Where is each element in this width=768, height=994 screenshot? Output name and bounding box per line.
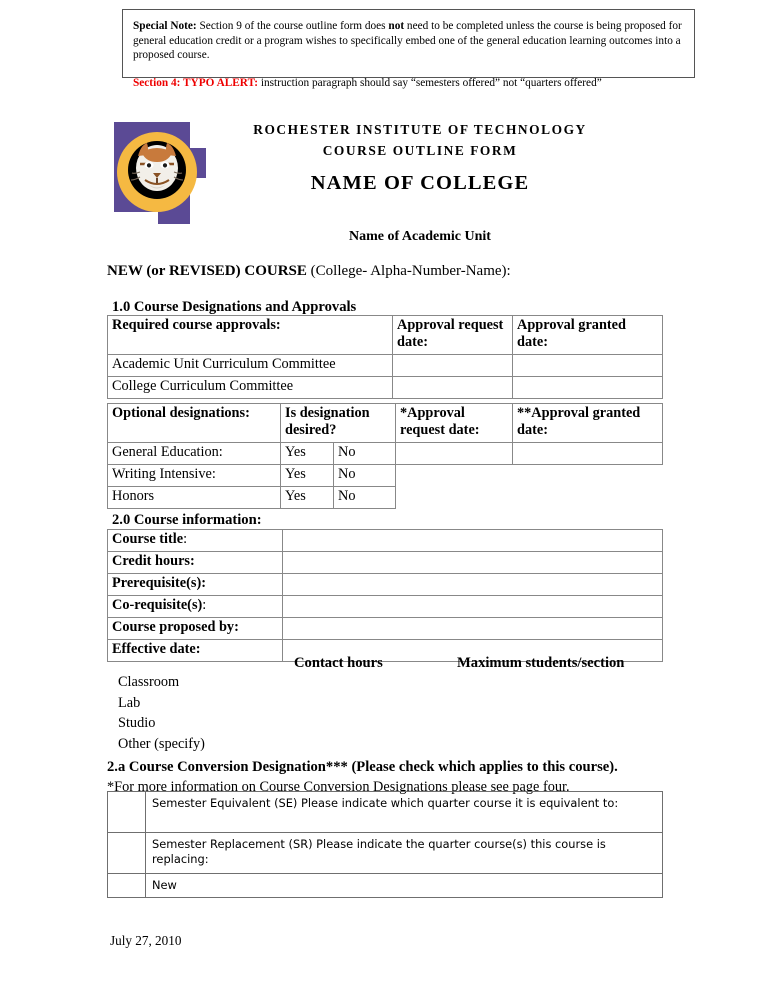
- course-info-label-text: Course title: [112, 531, 184, 547]
- course-info-value-proposed-by[interactable]: [283, 618, 663, 640]
- typo-alert-label: Section 4: TYPO ALERT:: [133, 77, 259, 90]
- table-row: [108, 833, 663, 874]
- new-course-plain-label: (College- Alpha-Number-Name):: [306, 263, 511, 279]
- academic-unit-heading: Name of Academic Unit: [349, 229, 491, 244]
- approvals-header-required: Required course approvals:: [108, 316, 393, 355]
- special-note-text-before: Section 9 of the course outline form does: [196, 20, 389, 32]
- conversion-label-new: New: [146, 874, 663, 898]
- institution-title-line1: ROCHESTER INSTITUTE OF TECHNOLOGY: [253, 122, 587, 137]
- conversion-checkbox-semester-replacement[interactable]: [108, 833, 146, 874]
- conversion-label-semester-equivalent: Semester Equivalent (SE) Please indicate which quarter course it is equivalent to:: [146, 792, 663, 833]
- required-approvals-table: [107, 315, 663, 399]
- typo-alert-text: instruction paragraph should say “semesters offered” not “quarters offered”: [258, 77, 602, 90]
- section-2a-subheading: *For more information on Course Conversion Designations please see page four.: [107, 779, 570, 795]
- table-header-row: [108, 404, 663, 443]
- optional-row-label-honors: Honors: [108, 486, 281, 508]
- special-note-box: [122, 9, 695, 90]
- approvals-row-label: College Curriculum Committee: [108, 376, 393, 398]
- contact-hours-row-lab: Lab: [118, 694, 141, 711]
- table-row: [108, 596, 663, 618]
- approvals-row-granted-date[interactable]: [513, 376, 663, 398]
- table-row: [108, 354, 663, 376]
- course-info-label-prerequisites: Prerequisite(s):: [108, 574, 283, 596]
- conversion-label-semester-replacement: Semester Replacement (SR) Please indicate the quarter course(s) this course is replacing:: [146, 833, 663, 874]
- approvals-header-granted-date: Approval granted date:: [513, 316, 663, 355]
- optional-row-label-writing-intensive: Writing Intensive:: [108, 464, 281, 486]
- course-info-label-corequisites: [108, 596, 283, 618]
- institution-title: [180, 120, 660, 162]
- course-info-label-credit-hours: Credit hours:: [108, 552, 283, 574]
- contact-hours-row-other: Other (specify): [118, 735, 205, 752]
- contact-hours-row-classroom: Classroom: [118, 674, 180, 690]
- optional-row-spacer: [513, 486, 663, 508]
- contact-hours-row-studio: Studio: [118, 715, 156, 732]
- course-info-value-credit-hours[interactable]: [283, 552, 663, 574]
- approvals-row-request-date[interactable]: [393, 376, 513, 398]
- conversion-checkbox-new[interactable]: [108, 874, 146, 898]
- new-or-revised-course-line: [107, 263, 511, 280]
- course-information-table: [107, 529, 663, 662]
- table-header-row: [108, 316, 663, 355]
- section-1-heading: 1.0 Course Designations and Approvals: [112, 299, 357, 315]
- optional-row-no-honors[interactable]: No: [334, 486, 396, 508]
- typo-alert-line: [133, 76, 684, 91]
- optional-header-designations: Optional designations:: [108, 404, 281, 443]
- course-info-label-colon: :: [202, 597, 207, 613]
- section-2a-heading: 2.a Course Conversion Designation*** (Please check which applies to this course).: [107, 759, 618, 775]
- institution-title-line2: COURSE OUTLINE FORM: [322, 142, 518, 158]
- approvals-row-granted-date[interactable]: [513, 354, 663, 376]
- optional-row-yes-honors[interactable]: Yes: [281, 486, 334, 508]
- table-row: [108, 552, 663, 574]
- optional-designations-table: [107, 403, 663, 509]
- course-info-label-colon: :: [183, 531, 188, 547]
- table-row: [108, 486, 663, 508]
- contact-hours-list: [118, 672, 205, 754]
- table-row: [108, 574, 663, 596]
- optional-header-is-desired: Is designation desired?: [281, 404, 396, 443]
- table-row: [108, 442, 663, 464]
- approvals-row-label: Academic Unit Curriculum Committee: [108, 354, 393, 376]
- footer-date: July 27, 2010: [110, 933, 182, 948]
- optional-row-yes-general-education[interactable]: Yes: [281, 442, 334, 464]
- course-info-value-course-title[interactable]: [283, 530, 663, 552]
- course-info-value-prerequisites[interactable]: [283, 574, 663, 596]
- course-info-value-corequisites[interactable]: [283, 596, 663, 618]
- table-row: [108, 530, 663, 552]
- optional-row-granted-date-general-education[interactable]: [513, 442, 663, 464]
- course-info-label-text: Co-requisite(s): [112, 597, 203, 613]
- college-name-heading: NAME OF COLLEGE: [310, 172, 530, 194]
- table-row: [108, 376, 663, 398]
- section-2-heading: 2.0 Course information:: [112, 512, 262, 528]
- course-info-label-effective-date: Effective date:: [108, 640, 283, 662]
- optional-row-spacer: [396, 486, 513, 508]
- table-row: [108, 792, 663, 833]
- contact-hours-header: Contact hours: [294, 655, 383, 671]
- special-note-label: Special Note:: [133, 20, 197, 32]
- approvals-header-request-date: Approval request date:: [393, 316, 513, 355]
- optional-row-spacer: [396, 464, 513, 486]
- optional-row-no-writing-intensive[interactable]: No: [334, 464, 396, 486]
- special-note-paragraph: [133, 19, 684, 63]
- table-row: [108, 618, 663, 640]
- course-info-label-course-title: [108, 530, 283, 552]
- course-conversion-designation-table: [107, 791, 663, 898]
- special-note-text-after: need to be completed unless the course is being proposed for general education credit or a program wishes to specifically embed one of the general education learning outcomes into a proposed course.: [133, 20, 682, 62]
- optional-row-spacer: [513, 464, 663, 486]
- maximum-students-header: Maximum students/section: [457, 655, 625, 671]
- conversion-checkbox-semester-equivalent[interactable]: [108, 792, 146, 833]
- optional-header-request-date: *Approval request date:: [396, 404, 513, 443]
- table-row: [108, 874, 663, 898]
- optional-row-no-general-education[interactable]: No: [334, 442, 396, 464]
- optional-row-request-date-general-education[interactable]: [396, 442, 513, 464]
- optional-row-label-general-education: General Education:: [108, 442, 281, 464]
- table-row: [108, 464, 663, 486]
- new-course-bold-label: NEW (or REVISED) COURSE: [107, 263, 307, 279]
- optional-header-granted-date: **Approval granted date:: [513, 404, 663, 443]
- optional-row-yes-writing-intensive[interactable]: Yes: [281, 464, 334, 486]
- course-info-label-proposed-by: Course proposed by:: [108, 618, 283, 640]
- approvals-row-request-date[interactable]: [393, 354, 513, 376]
- special-note-not-word: not: [388, 20, 405, 32]
